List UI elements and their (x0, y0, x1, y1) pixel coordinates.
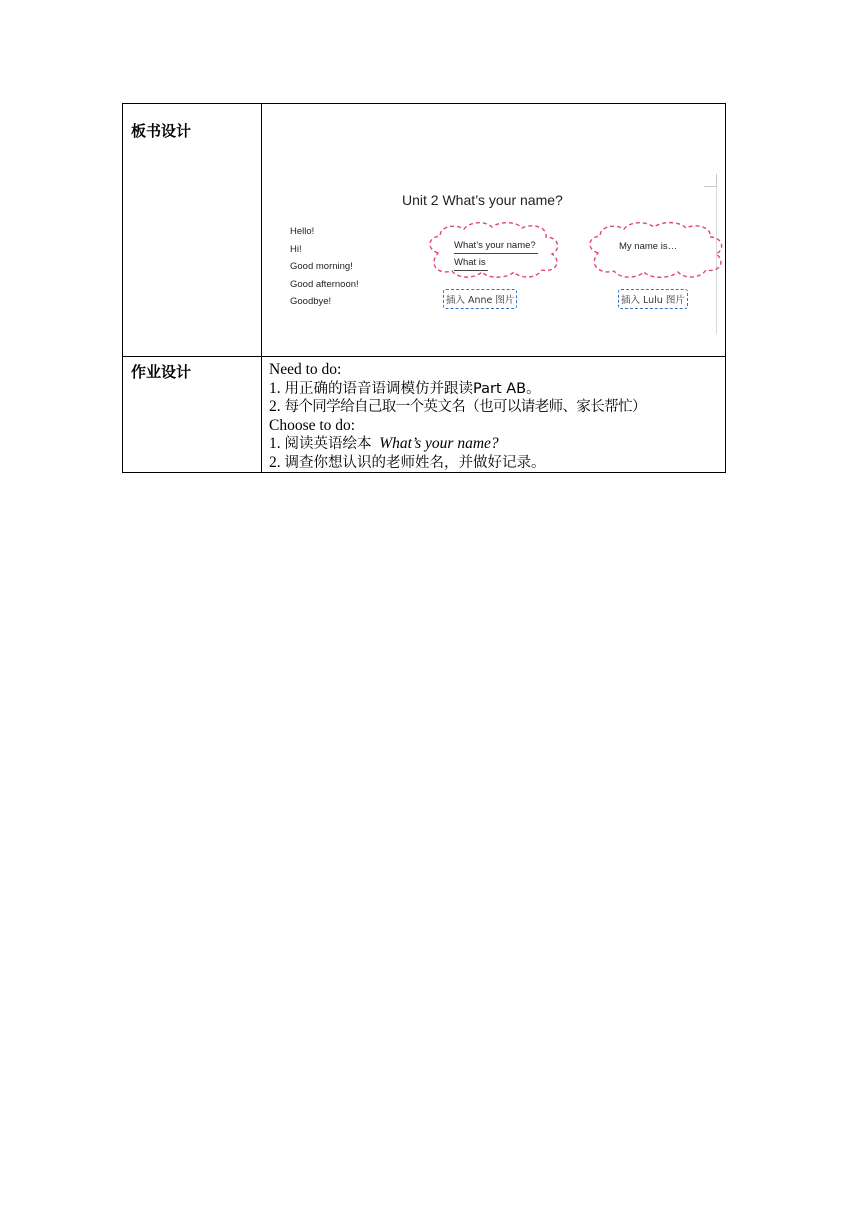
need-to-do-item: 1. 用正确的语音语调模仿并跟读Part AB。 (269, 379, 541, 397)
need-to-do-item: 2. 每个同学给自己取一个英文名（也可以请老师、家长帮忙） (269, 398, 646, 415)
board-design-row (123, 104, 726, 357)
board-design-label: 板书设计 (123, 104, 262, 357)
ruler-corner (704, 174, 717, 187)
cloud-text-answer: My name is… (619, 241, 678, 252)
book-title: What’s your name? (379, 435, 499, 452)
board-title: Unit 2 What’s your name? (402, 192, 563, 208)
greeting-item: Good morning! (290, 261, 353, 272)
homework-content (262, 357, 725, 472)
cloud-text-question: What’s your name? (454, 240, 536, 251)
board-design-cell (262, 104, 726, 357)
blackboard-image (262, 104, 725, 356)
speech-cloud-1 (424, 221, 564, 281)
homework-design-label: 作业设计 (123, 357, 262, 473)
choose-to-do-item: 2. 调查你想认识的老师姓名，并做好记录。 (269, 453, 546, 471)
choose-to-do-item: 1. 阅读英语绘本 What’s your name? (269, 435, 499, 452)
homework-design-cell (262, 357, 726, 473)
need-to-do-heading: Need to do: (269, 361, 342, 378)
picture-placeholder-anne: 插入 Anne 图片 (443, 289, 517, 309)
homework-design-row (123, 357, 726, 473)
lesson-plan-table (122, 103, 726, 473)
underline (454, 253, 538, 254)
greeting-item: Goodbye! (290, 296, 332, 307)
greeting-item: Hello! (290, 226, 315, 237)
greetings-list (290, 223, 359, 311)
choose-to-do-heading: Choose to do: (269, 416, 356, 434)
underline (454, 270, 488, 271)
picture-placeholder-lulu: 插入 Lulu 图片 (618, 289, 688, 309)
greeting-item: Good afternoon! (290, 278, 359, 290)
greeting-item: Hi! (290, 243, 302, 255)
cloud-text-what-is: What is (454, 257, 486, 268)
